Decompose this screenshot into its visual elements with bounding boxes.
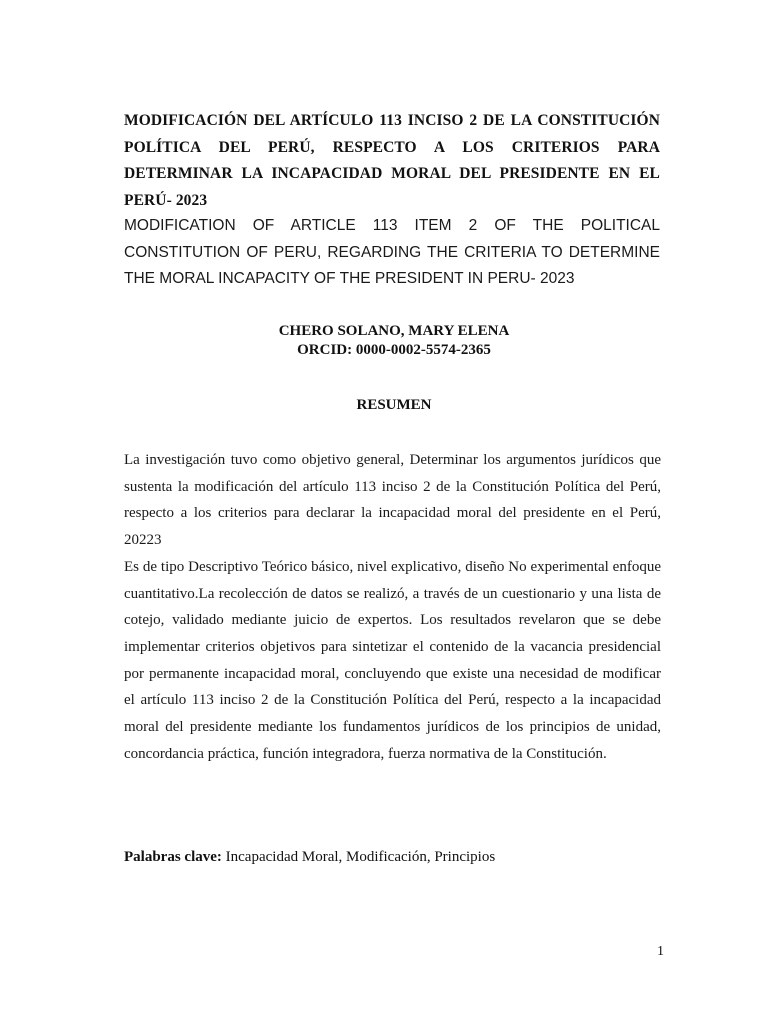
keywords-label: Palabras clave: [124,849,222,865]
abstract-paragraph-2: Es de tipo Descriptivo Teórico básico, nivel explicativo, diseño No experimental enfoque cuantitativo.La recolección de datos se realizó, a través de un cuestionario y una lista de cotejo, validado mediante juicio de expertos. Los resultados revelaron que se debe implementar criterios objetivos para sintetizar el contenido de la vacancia presidencial por permanente incapacidad moral, concluyendo que existe una necesidad de modificar el artículo 113 inciso 2 de la Constitución Política del Perú, respecto a la incapacidad moral del presidente mediante los fundamentos jurídicos de los principios de unidad, concordancia práctica, función integradora, fuerza normativa de la Constitución. [124,558,661,762]
title-english: MODIFICATION OF ARTICLE 113 ITEM 2 OF THE POLITICAL CONSTITUTION OF PERU, REGARDING THE CRITERIA TO DETERMINE THE MORAL INCAPACITY OF THE PRESIDENT IN PERU- 2023 [124,217,660,287]
title-spanish: MODIFICACIÓN DEL ARTÍCULO 113 INCISO 2 DE LA CONSTITUCIÓN POLÍTICA DEL PERÚ, RESPECTO A LOS CRITERIOS PARA DETERMINAR LA INCAPACIDAD MORAL DEL PRESIDENTE EN EL PERÚ- 2023 [124,112,660,209]
author-name: CHERO SOLANO, MARY ELENA [278,323,510,339]
abstract-body [124,447,661,767]
abstract-heading: RESUMEN [356,397,432,413]
page-number: 1 [657,944,664,959]
keywords-line [124,847,661,867]
author-block [124,322,664,360]
author-orcid: ORCID: 0000-0002-5574-2365 [297,342,491,358]
keywords-value: Incapacidad Moral, Modificación, Principios [225,849,496,865]
abstract-paragraph-1: La investigación tuvo como objetivo general, Determinar los argumentos jurídicos que sustenta la modificación del artículo 113 inciso 2 de la Constitución Política del Perú, respecto a los criterios para declarar la incapacidad moral del presidente en el Perú, 20223 [124,452,661,549]
